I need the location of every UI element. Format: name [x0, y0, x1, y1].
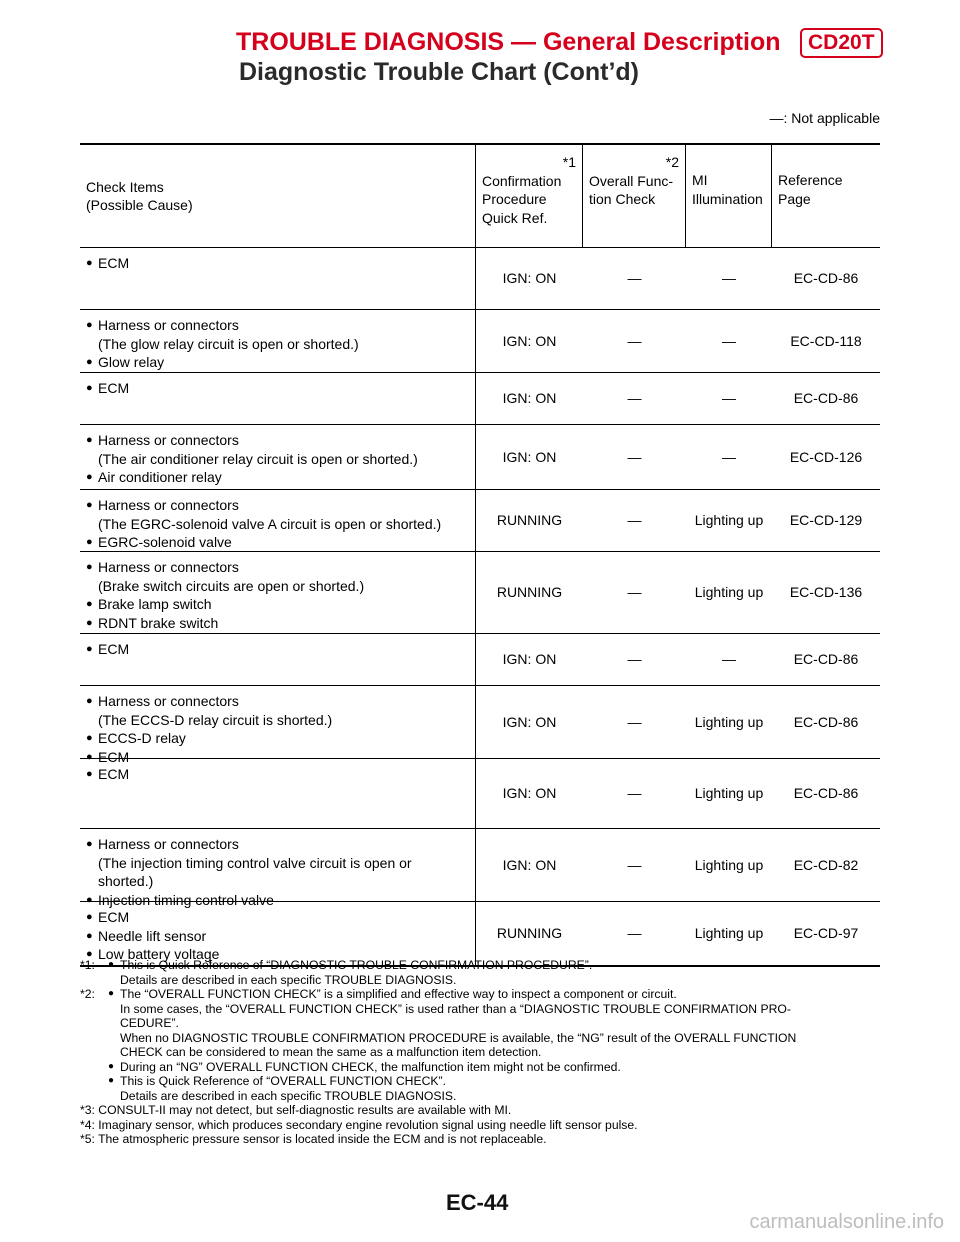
footnotes	[80, 958, 880, 1147]
table-body	[80, 247, 880, 965]
reference-page-cell: EC-CD-86	[793, 713, 859, 730]
check-items-cell	[80, 552, 476, 633]
check-items-cell	[80, 373, 476, 424]
item-detail	[86, 711, 469, 730]
footnote-text: *3: CONSULT-II may not detect, but self-diagnostic results are available with MI.	[80, 1103, 512, 1117]
overall-check-cell: —	[627, 270, 642, 287]
confirmation-cell: IGN: ON	[502, 390, 557, 407]
bulleted-item	[86, 729, 469, 748]
footnote-line: CEDURE”.	[120, 1016, 179, 1030]
footnote-line	[80, 1103, 880, 1118]
overall-check-cell: —	[627, 512, 642, 529]
item-text: Air conditioner relay	[98, 469, 222, 485]
overall-check-cell: —	[627, 856, 642, 873]
footnote-label	[80, 1060, 108, 1075]
item-detail	[86, 854, 469, 873]
header-check-items	[80, 145, 476, 247]
footnote-line	[80, 1060, 880, 1075]
confirmation-cell: RUNNING	[496, 584, 563, 601]
item-detail	[86, 577, 469, 596]
watermark: carmanualsonline.info	[749, 1211, 944, 1233]
table-row	[80, 372, 880, 424]
bulleted-item	[86, 496, 469, 515]
footnote-label: *2:	[80, 987, 95, 1001]
mi-illumination-cell: Lighting up	[694, 925, 764, 942]
bulleted-item	[86, 927, 469, 946]
overall-check-cell: —	[627, 584, 642, 601]
bulleted-item	[86, 353, 469, 372]
confirmation-cell: IGN: ON	[502, 332, 557, 349]
overall-check-cell: —	[627, 925, 642, 942]
reference-page-cell: EC-CD-126	[789, 448, 863, 465]
item-text: Harness or connectors	[98, 693, 239, 709]
table-row	[80, 901, 880, 965]
reference-page-cell: EC-CD-129	[789, 512, 863, 529]
footnote-line	[80, 1132, 880, 1147]
bullet-dot-icon: ●	[86, 768, 93, 780]
bullet-dot-icon: ●	[86, 643, 93, 655]
item-text: ECM	[98, 255, 130, 271]
header-confirmation-line2: Procedure	[482, 191, 547, 207]
check-items-cell	[80, 425, 476, 489]
footnote-line: When no DIAGNOSTIC TROUBLE CONFIRMATION PROCEDURE is available, the “NG” result of the OVERALL FUNCTION	[120, 1030, 797, 1045]
mi-illumination-cell: —	[722, 270, 736, 287]
item-text: (The glow relay circuit is open or shorted.)	[98, 335, 359, 352]
item-text: ECM	[98, 641, 130, 657]
reference-page-cell: EC-CD-86	[793, 270, 859, 287]
item-text: Harness or connectors	[98, 317, 239, 333]
header-mi-line1: MI	[692, 172, 708, 188]
header-confirmation-line1: Confirmation	[482, 172, 562, 189]
mi-illumination-cell: Lighting up	[694, 512, 764, 529]
bullet-dot-icon: ●	[86, 911, 93, 923]
header-check-items-line2: (Possible Cause)	[86, 197, 193, 213]
bullet-dot-icon: ●	[86, 561, 93, 573]
reference-page-cell: EC-CD-82	[793, 856, 859, 873]
bullet-dot-icon: ●	[86, 382, 93, 394]
overall-check-cell: —	[627, 651, 642, 668]
overall-check-cell: —	[627, 448, 642, 465]
header-check-items-line1: Check Items	[86, 178, 164, 195]
header-ref-line1: Reference	[778, 172, 843, 188]
mi-illumination-cell: —	[722, 651, 736, 668]
item-text: (The air conditioner relay circuit is open or shorted.)	[98, 450, 418, 467]
item-text: Injection timing control valve	[98, 891, 274, 908]
item-text: Low battery voltage	[98, 946, 220, 962]
overall-check-cell: —	[627, 390, 642, 407]
item-text: Brake lamp switch	[98, 596, 212, 612]
footnote-text: The “OVERALL FUNCTION CHECK” is a simplified and effective way to inspect a component or circuit.	[120, 987, 677, 1001]
reference-page-cell: EC-CD-97	[793, 925, 859, 942]
footnote-label: *1:	[80, 958, 95, 972]
mi-illumination-cell: Lighting up	[694, 856, 764, 873]
footnote-text: *5: The atmospheric pressure sensor is located inside the ECM and is not replaceable.	[80, 1132, 547, 1146]
bulleted-item	[86, 595, 469, 614]
item-detail	[86, 335, 469, 354]
table-row	[80, 247, 880, 309]
item-text: ECM	[98, 748, 130, 765]
table-row	[80, 551, 880, 633]
bulleted-item	[86, 692, 469, 711]
item-text: ECM	[98, 909, 130, 925]
bullet-dot-icon: ●	[108, 1060, 115, 1072]
reference-page-cell: EC-CD-86	[793, 785, 859, 802]
confirmation-cell: RUNNING	[496, 512, 563, 529]
reference-page-cell: EC-CD-86	[793, 651, 859, 668]
confirmation-cell: IGN: ON	[502, 856, 557, 873]
table-row	[80, 309, 880, 372]
check-items-cell	[80, 310, 476, 372]
bullet-dot-icon: ●	[86, 471, 93, 483]
bullet-dot-icon: ●	[86, 499, 93, 511]
header-confirmation-line3: Quick Ref.	[482, 209, 548, 226]
bullet-dot-icon: ●	[86, 948, 93, 960]
mi-illumination-cell: —	[722, 390, 736, 407]
check-items-cell	[80, 759, 476, 828]
footnote-line: Details are described in each specific TROUBLE DIAGNOSIS.	[120, 1088, 457, 1103]
bulleted-item	[86, 254, 469, 273]
header-reference-page	[772, 145, 880, 247]
bulleted-item	[86, 533, 469, 552]
bullet-dot-icon: ●	[86, 257, 93, 269]
item-detail	[86, 872, 469, 891]
page-subtitle: Diagnostic Trouble Chart (Cont’d)	[239, 58, 639, 86]
confirmation-cell: IGN: ON	[502, 713, 557, 730]
header-overall-line1: Overall Func-	[589, 172, 674, 189]
header-ref-line2: Page	[778, 190, 811, 207]
reference-page-cell: EC-CD-86	[793, 390, 859, 407]
confirmation-cell: IGN: ON	[502, 270, 557, 287]
item-text: ECM	[98, 766, 130, 782]
bulleted-item	[86, 835, 469, 854]
footnote-line	[80, 1074, 880, 1089]
item-detail	[86, 450, 469, 469]
item-text: (The ECCS-D relay circuit is shorted.)	[98, 711, 333, 728]
confirmation-cell: IGN: ON	[502, 651, 557, 668]
bullet-dot-icon: ●	[86, 750, 93, 763]
bulleted-item	[86, 558, 469, 577]
check-items-cell	[80, 490, 476, 551]
page-header-title: TROUBLE DIAGNOSIS — General Description	[236, 28, 781, 56]
bulleted-item	[86, 316, 469, 335]
bullet-dot-icon: ●	[86, 434, 93, 446]
not-applicable-legend: —: Not applicable	[769, 110, 880, 126]
bulleted-item	[86, 379, 469, 398]
footnote-mark-1: *1	[562, 154, 576, 170]
diagnostic-trouble-table	[80, 143, 880, 967]
page-number: EC-44	[446, 1190, 509, 1215]
bulleted-item	[86, 640, 469, 659]
item-text: Harness or connectors	[98, 836, 239, 852]
table-row	[80, 828, 880, 908]
check-items-cell	[80, 829, 476, 908]
footnote-line: In some cases, the “OVERALL FUNCTION CHECK” is used rather than a “DIAGNOSTIC TROUBLE CONFIRMATION PRO-	[120, 1001, 791, 1016]
bullet-dot-icon: ●	[86, 929, 93, 942]
bulleted-item	[86, 908, 469, 927]
bullet-dot-icon: ●	[86, 893, 93, 906]
overall-check-cell: —	[627, 785, 642, 802]
footnote-line	[80, 1118, 880, 1133]
bullet-dot-icon: ●	[108, 988, 115, 999]
item-text: Needle lift sensor	[98, 927, 207, 944]
footnote-line: CHECK can be considered to mean the same as a malfunction item detection.	[120, 1045, 542, 1059]
mi-illumination-cell: Lighting up	[694, 584, 764, 601]
item-text: Harness or connectors	[98, 559, 239, 575]
overall-check-cell: —	[627, 713, 642, 730]
footnote-text: This is Quick Reference of “DIAGNOSTIC TROUBLE CONFIRMATION PROCEDURE”.	[120, 958, 593, 972]
bullet-dot-icon: ●	[86, 536, 93, 548]
check-items-cell	[80, 686, 476, 765]
bullet-dot-icon: ●	[108, 959, 115, 970]
bullet-dot-icon: ●	[86, 732, 93, 744]
check-items-cell	[80, 248, 476, 309]
confirmation-cell: RUNNING	[496, 925, 563, 942]
bulleted-item	[86, 468, 469, 487]
header-mi-line2: Illumination	[692, 190, 763, 207]
header-overall-line2: tion Check	[589, 191, 656, 207]
item-text: RDNT brake switch	[98, 614, 219, 631]
confirmation-cell: IGN: ON	[502, 448, 557, 465]
engine-model-badge: CD20T	[800, 28, 883, 58]
overall-check-cell: —	[627, 332, 642, 349]
mi-illumination-cell: —	[722, 448, 736, 465]
mi-illumination-cell: Lighting up	[694, 785, 764, 802]
reference-page-cell: EC-CD-136	[789, 584, 863, 601]
bullet-dot-icon: ●	[86, 616, 93, 629]
item-text: Harness or connectors	[98, 497, 239, 513]
mi-illumination-cell: Lighting up	[694, 713, 764, 730]
bullet-dot-icon: ●	[86, 319, 93, 331]
header-mi-illumination	[686, 145, 772, 247]
footnote-mark-2: *2	[665, 154, 679, 170]
table-row	[80, 489, 880, 551]
footnote-label	[80, 1074, 108, 1089]
check-items-cell	[80, 634, 476, 685]
check-items-cell	[80, 902, 476, 965]
footnote-line: Details are described in each specific TROUBLE DIAGNOSIS.	[120, 972, 457, 987]
item-text: (Brake switch circuits are open or shorted.)	[98, 577, 365, 594]
confirmation-cell: IGN: ON	[502, 785, 557, 802]
table-row	[80, 633, 880, 685]
footnote-line	[80, 958, 880, 973]
footnote-text: This is Quick Reference of “OVERALL FUNCTION CHECK”.	[120, 1074, 446, 1088]
footnote-text: *4: Imaginary sensor, which produces secondary engine revolution signal using needle lift sensor pulse.	[80, 1117, 638, 1132]
bulleted-item	[86, 765, 469, 784]
bullet-dot-icon: ●	[86, 356, 93, 368]
table-row	[80, 758, 880, 828]
item-text: Harness or connectors	[98, 432, 239, 448]
item-text: (The injection timing control valve circuit is open or	[98, 854, 412, 871]
bulleted-item	[86, 614, 469, 633]
table-row	[80, 424, 880, 489]
item-text: (The EGRC-solenoid valve A circuit is open or shorted.)	[98, 515, 442, 532]
table-header-row	[80, 145, 880, 247]
header-overall-check	[583, 145, 686, 247]
item-detail	[86, 515, 469, 534]
footnote-text: During an “NG” OVERALL FUNCTION CHECK, the malfunction item might not be confirmed.	[120, 1059, 621, 1074]
item-text: EGRC-solenoid valve	[98, 534, 232, 550]
bulleted-item	[86, 431, 469, 450]
item-text: ECCS-D relay	[98, 730, 186, 746]
item-text: Glow relay	[98, 354, 165, 370]
item-text: ECM	[98, 380, 130, 396]
footnote-line	[80, 987, 880, 1002]
reference-page-cell: EC-CD-118	[790, 332, 862, 349]
header-confirmation	[476, 145, 583, 247]
bullet-dot-icon: ●	[86, 838, 93, 850]
table-row	[80, 685, 880, 765]
bullet-dot-icon: ●	[86, 695, 93, 707]
bullet-dot-icon: ●	[108, 1075, 115, 1086]
item-text: shorted.)	[98, 873, 154, 889]
bullet-dot-icon: ●	[86, 598, 93, 610]
mi-illumination-cell: —	[722, 332, 736, 349]
